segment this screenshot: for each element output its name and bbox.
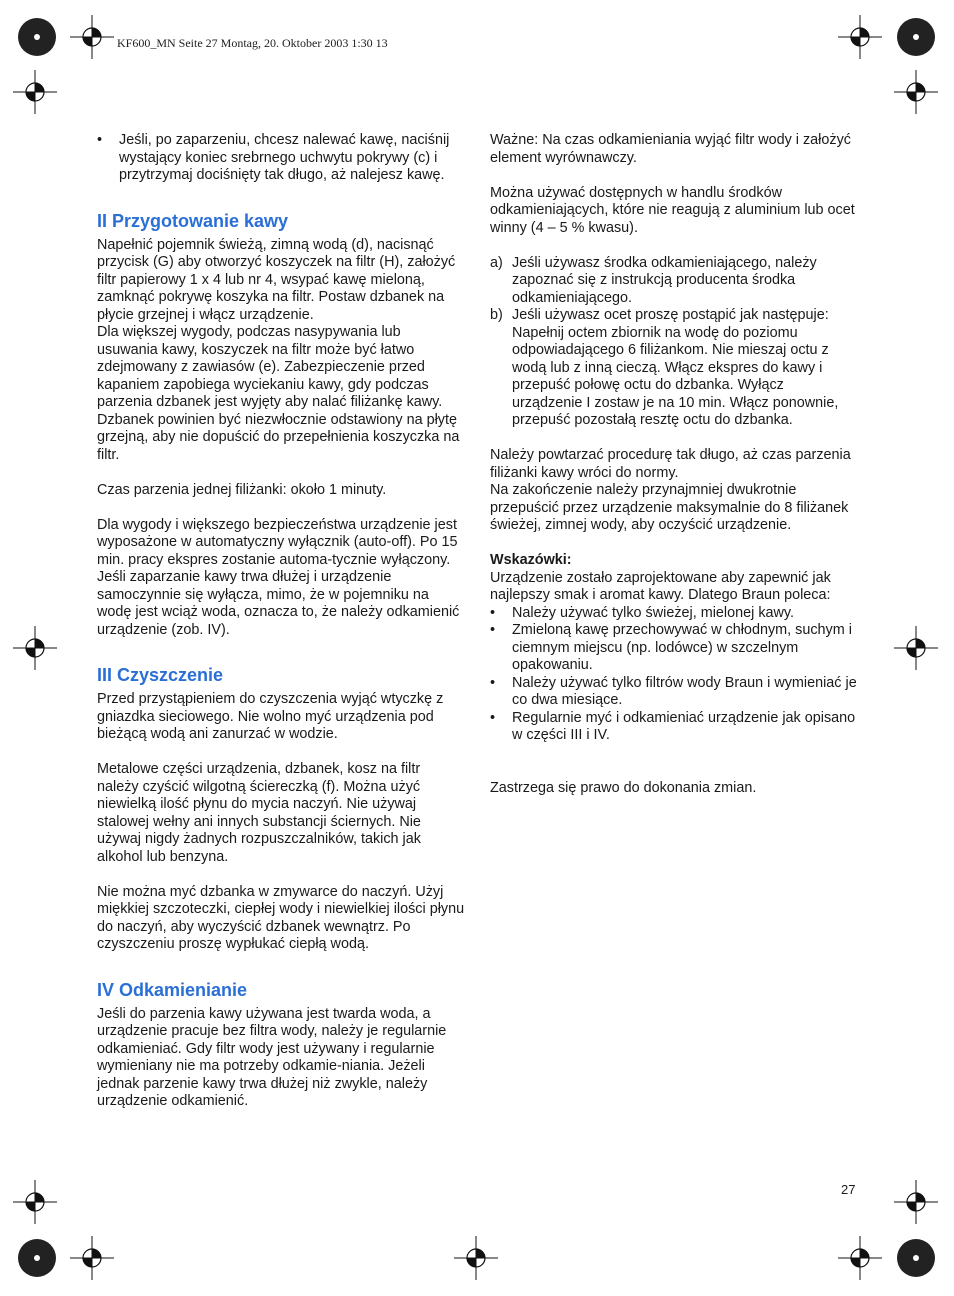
paragraph: Metalowe części urządzenia, dzbanek, kosz na filtr należy czyścić wilgotną ściereczką (f). Można użyć niewielką ilość płynu do mycia naczyń. Nie używaj stalowej wełny ani innych substancji ściernych. Nie używaj nigdy żadnych rozpuszczalników, takich jak alkohol lub benzyna.	[97, 761, 421, 865]
paragraph: Na zakończenie należy przynajmniej dwukrotnie przepuścić przez urządzenie maksymalnie do 8 filiżanek świeżej, zimnej wody, aby oczyścić urządzenie.	[490, 482, 849, 533]
paragraph: Urządzenie zostało zaprojektowane aby zapewnić jak najlepszy smak i aromat kawy. Dlatego Braun poleca:	[490, 569, 831, 603]
disclaimer: Zastrzega się prawo do dokonania zmian.	[490, 779, 757, 796]
paragraph: Jeśli zaparzanie kawy trwa dłużej i urządzenie samoczynnie się wyłącza, mimo, że w pojemniku na wodę jest wciąż woda, oznacza to, że należy odkamienić urządzenie (zob. IV).	[97, 569, 460, 638]
bullet: •	[490, 709, 496, 726]
list-item	[490, 622, 858, 675]
paragraph: Ważne: Na czas odkamieniania wyjąć filtr wody i założyć element wyrównawczy.	[490, 132, 851, 166]
right-column	[490, 132, 858, 797]
tip-text: Regularnie myć i odkamieniać urządzenie jak opisano w części III i IV.	[512, 709, 856, 743]
left-column	[97, 132, 465, 1111]
bullet: •	[490, 674, 496, 691]
section-heading-odkamienianie: IV Odkamienianie	[97, 979, 248, 1000]
list-item	[490, 605, 858, 623]
tips-heading: Wskazówki:	[490, 552, 572, 568]
tip-text: Należy używać tylko filtrów wody Braun i wymieniać je co dwa miesiące.	[512, 674, 857, 708]
list-item	[490, 710, 858, 745]
tip-text: Zmieloną kawę przechowywać w chłodnym, suchym i ciemnym miejscu (np. lodówce) w szczelnym opakowaniu.	[512, 622, 852, 673]
print-header: KF600_MN Seite 27 Montag, 20. Oktober 2003 1:30 13	[117, 36, 388, 50]
bullet: •	[490, 622, 496, 638]
list-item	[490, 255, 858, 308]
paragraph: Nie można myć dzbanka w zmywarce do naczyń. Użyj miękkiej szczoteczki, ciepłej wody i niewielkiej ilości płynu do naczyń, aby wyczyścić dzbanek wewnątrz. Po czyszczeniu proszę wypłukać ciepłą wodą.	[97, 883, 465, 952]
list-item	[490, 675, 858, 710]
paragraph: Dla wygody i większego bezpieczeństwa urządzenie jest wyposażone w automatyczny wyłącznik (auto-off). Po 15 min. pracy ekspres zostanie automa-tycznie wyłączony.	[97, 516, 458, 568]
section-heading-przygotowanie: II Przygotowanie kawy	[97, 210, 289, 231]
page-number: 27	[841, 1182, 856, 1197]
tip-text: Należy używać tylko świeżej, mielonej kawy.	[512, 604, 795, 621]
bullet: •	[490, 604, 496, 621]
list-item	[490, 307, 858, 430]
list-marker: b)	[490, 307, 503, 323]
paragraph: Napełnić pojemnik świeżą, zimną wodą (d), nacisnąć przycisk (G) aby otworzyć koszyczek na filtr (H), założyć filtr papierowy 1 x 4 lub nr 4, wsypać kawę mieloną, zamknąć pokrywę koszyka na filtr. Postaw dzbanek na płycie grzejnej i włącz urządzenie.	[97, 236, 456, 323]
paragraph: Dla większej wygody, podczas nasypywania lub usuwania kawy, koszyczek na filtr może być łatwo zdejmowany z zawiasów (e). Zabezpieczenie przed kapaniem zapobiega wyciekaniu kawy, gdy podczas parzenia dzbanek jest wyjęty aby nalać filiżankę kawy. Dzbanek powinien być niezwłocznie odstawiony na płytę grzejną, aby nie dopuścić do przepełnienia koszyczka na filtr.	[97, 324, 460, 463]
paragraph: Należy powtarzać procedurę tak długo, aż czas parzenia filiżanki kawy wróci do normy.	[490, 447, 851, 481]
section-heading-czyszczenie: III Czyszczenie	[97, 665, 224, 685]
list-item	[97, 132, 465, 185]
list-marker: a)	[490, 254, 503, 271]
paragraph: Jeśli do parzenia kawy używana jest twarda woda, a urządzenie pracuje bez filtra wody, należy je regularnie odkamieniać. Gdy filtr wody jest używany i regularnie wymieniany nie ma potrzeby odkamie-niania. Jeżeli jednak parzenie kawy trwa dłużej niż zwykle, należy urządzenie odkamienić.	[97, 1005, 447, 1109]
intro-bullet-text: Jeśli, po zaparzeniu, chcesz nalewać kawę, naciśnij wystający koniec srebrnego uchwytu pokrywy (c) i przytrzymaj dociśnięty tak długo, aż nalejesz kawę.	[119, 132, 450, 183]
paragraph: Przed przystąpieniem do czyszczenia wyjąć wtyczkę z gniazdka sieciowego. Nie wolno myć urządzenia pod bieżącą wodą ani zanurzać w wodzie.	[97, 691, 444, 742]
paragraph: Czas parzenia jednej filiżanki: około 1 minuty.	[97, 481, 387, 498]
list-item-text: Jeśli używasz ocet proszę postąpić jak następuje: Napełnij octem zbiornik na wodę do poziomu odpowiadającego 6 filiżankom. Nie mieszaj octu z wodą lub z inną cieczą. Włącz ekspres do kawy i przepuść połowę octu do dzbanka. Wyłącz urządzenie I zostaw je na 10 min. Włącz ponownie, przepuść pozostałą resztę octu do dzbanka.	[512, 307, 839, 428]
bullet: •	[97, 132, 103, 148]
paragraph: Można używać dostępnych w handlu środków odkamieniających, które nie reagują z aluminium lub ocet winny (4 – 5 % kwasu).	[490, 184, 855, 236]
list-item-text: Jeśli używasz środka odkamieniającego, należy zapoznać się z instrukcją producenta środka odkamieniającego.	[512, 254, 817, 306]
